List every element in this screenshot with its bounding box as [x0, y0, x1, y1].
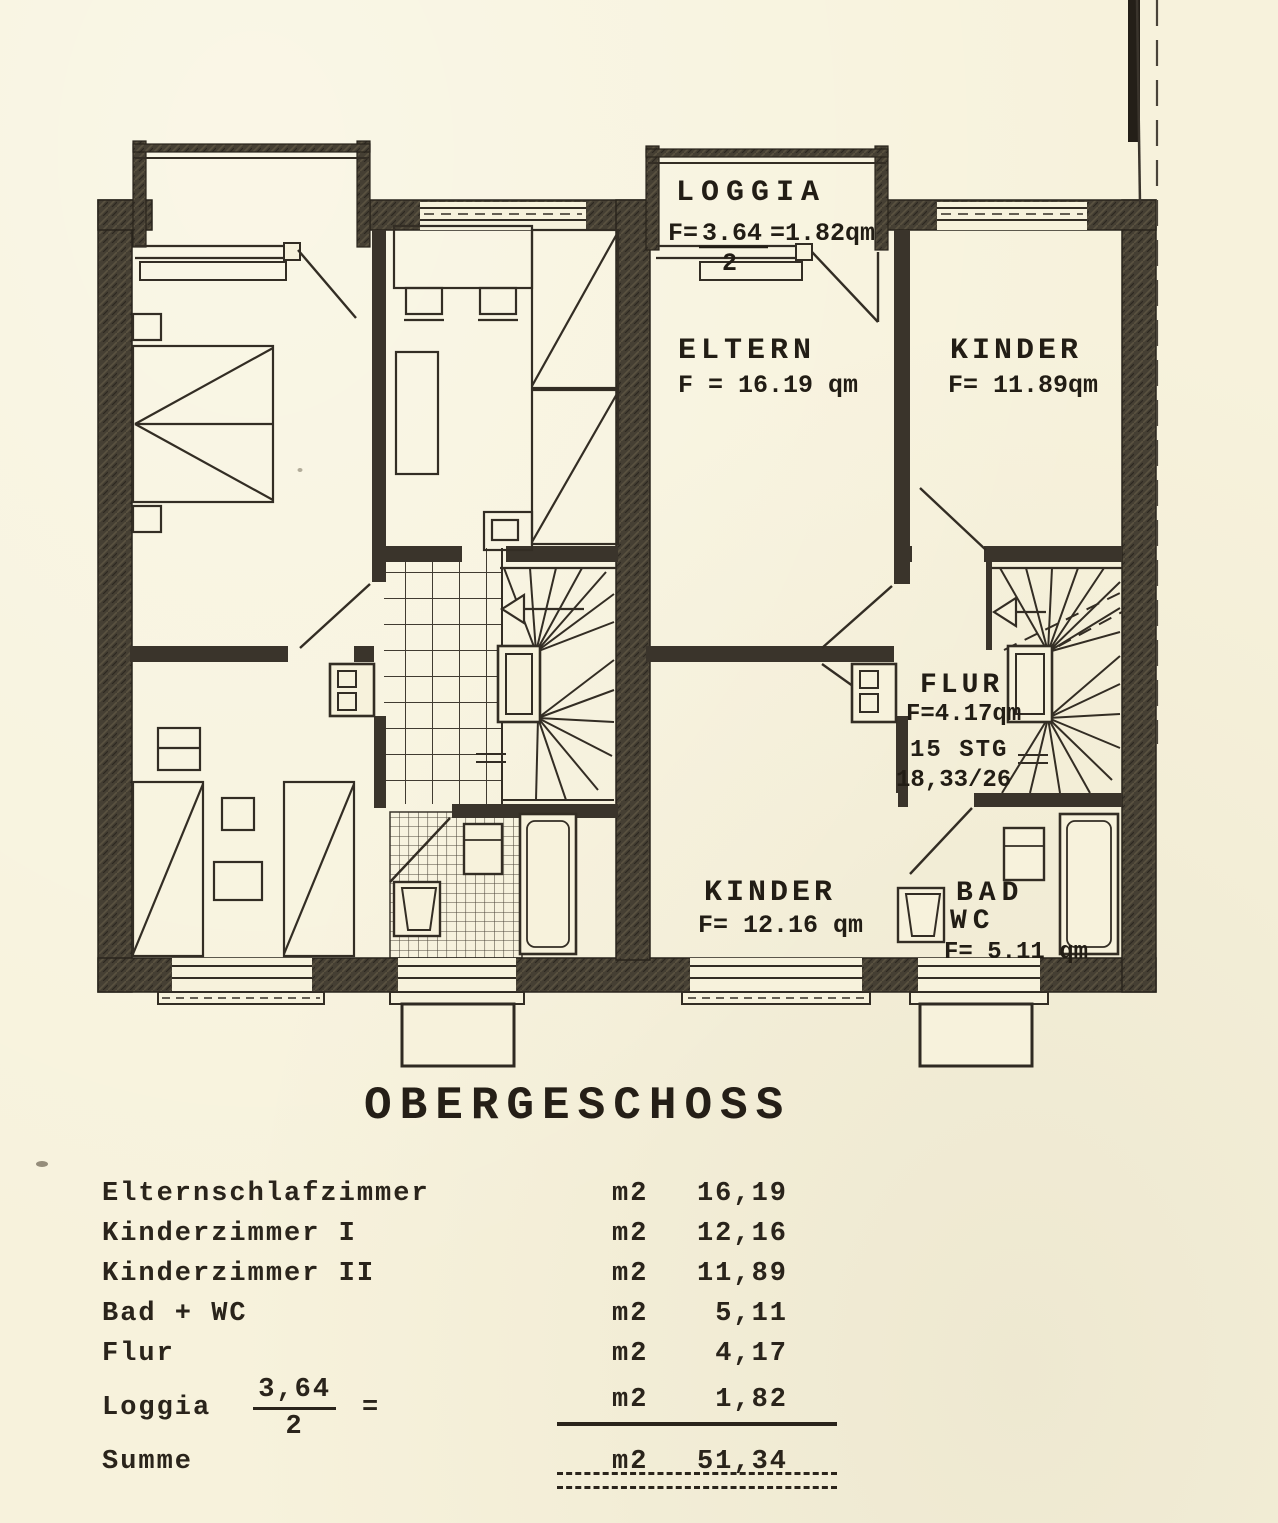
- window-room3: [158, 958, 324, 1004]
- table-row: [102, 1334, 802, 1374]
- sink: [1004, 828, 1044, 880]
- table-row: [102, 1294, 802, 1334]
- bathtub: [1060, 814, 1118, 954]
- row-value: 4,17: [715, 1339, 788, 1369]
- row-value: 11,89: [696, 1259, 788, 1289]
- loggia-label: LOGGIA: [676, 176, 827, 210]
- loggia-fraction: $\frac{3,64}{2}$: [253, 1376, 336, 1442]
- page-title: OBERGESCHOSS: [364, 1080, 792, 1132]
- row-unit: m2: [612, 1299, 649, 1329]
- kinder-bottom-label: KINDER: [704, 876, 837, 910]
- equals-sign: =: [362, 1392, 381, 1423]
- row-value: 5,11: [715, 1299, 788, 1329]
- subtotal-rule: [557, 1422, 837, 1426]
- eltern-area: F = 16.19 qm: [678, 371, 859, 400]
- total-label: Summe: [102, 1447, 194, 1477]
- bad-area: F= 5.11 qm: [944, 939, 1089, 966]
- table-row: [102, 1254, 802, 1294]
- wardrobe: [396, 352, 438, 474]
- flur-label: FLUR: [920, 670, 1004, 701]
- svg-text:3.64: 3.64: [702, 219, 763, 248]
- row-value: 12,16: [696, 1219, 788, 1249]
- porch-left: [402, 1004, 514, 1066]
- staircase-right: [992, 568, 1122, 793]
- twin-beds-room3: [133, 728, 354, 956]
- kinder-top-area: F= 11.89qm: [948, 371, 1099, 400]
- row-value: 16,19: [696, 1179, 788, 1209]
- svg-text:F=: F=: [668, 219, 699, 248]
- kinder-top-label: KINDER: [950, 334, 1083, 368]
- outer-walls: [98, 200, 1156, 992]
- porch-right: [920, 1004, 1032, 1066]
- desk-and-chairs: [394, 226, 532, 320]
- window-kinder-top: [937, 202, 1087, 230]
- bathtub: [520, 814, 576, 954]
- row-label: [102, 1374, 612, 1443]
- shaft-left: [330, 664, 374, 716]
- table-row: [102, 1214, 802, 1254]
- kinder-bottom-area: F= 12.16 qm: [698, 911, 864, 940]
- flur-area: F=4.17qm: [906, 701, 1022, 728]
- stairs-dim: 18,33/26: [896, 767, 1012, 794]
- stair-landing-tiles: [384, 548, 502, 804]
- svg-text:=1.82qm: =1.82qm: [770, 219, 876, 248]
- table-row-loggia: [102, 1374, 802, 1443]
- total-unit: m2: [612, 1447, 649, 1477]
- shaft-right: [852, 664, 896, 722]
- row-value: 1,82: [715, 1385, 788, 1415]
- twin-beds-room2: [484, 230, 618, 550]
- total-rule: [557, 1472, 837, 1489]
- bad-label: BAD: [956, 878, 1025, 909]
- sink: [464, 824, 502, 874]
- area-table: [102, 1174, 802, 1482]
- window-kinder-bottom: [682, 958, 870, 1004]
- row-label: Kinderzimmer I: [102, 1219, 357, 1249]
- row-label: Elternschlafzimmer: [102, 1179, 430, 1209]
- stairs-count: 15 STG: [910, 737, 1009, 764]
- wc-label: WC: [950, 906, 996, 937]
- loggia-left-walls: [133, 141, 370, 247]
- loggia-band-left: [135, 243, 356, 318]
- stair-direction-arrow: [502, 595, 524, 623]
- row-label: Bad + WC: [102, 1299, 248, 1329]
- loggia-band-right: [656, 244, 878, 322]
- svg-text:2: 2: [722, 249, 738, 278]
- loggia-row-label: Loggia: [102, 1392, 212, 1423]
- row-unit: m2: [612, 1385, 649, 1415]
- stair-direction-arrow: [994, 598, 1016, 626]
- table-row: [102, 1174, 802, 1214]
- row-label: Flur: [102, 1339, 175, 1369]
- row-unit: m2: [612, 1339, 649, 1369]
- eltern-label: ELTERN: [678, 334, 817, 368]
- row-unit: m2: [612, 1219, 649, 1249]
- total-value: 51,34: [696, 1447, 788, 1477]
- row-unit: m2: [612, 1259, 649, 1289]
- double-bed: [133, 314, 273, 532]
- window-bath-left: [390, 958, 524, 1004]
- row-unit: m2: [612, 1179, 649, 1209]
- row-label: Kinderzimmer II: [102, 1259, 376, 1289]
